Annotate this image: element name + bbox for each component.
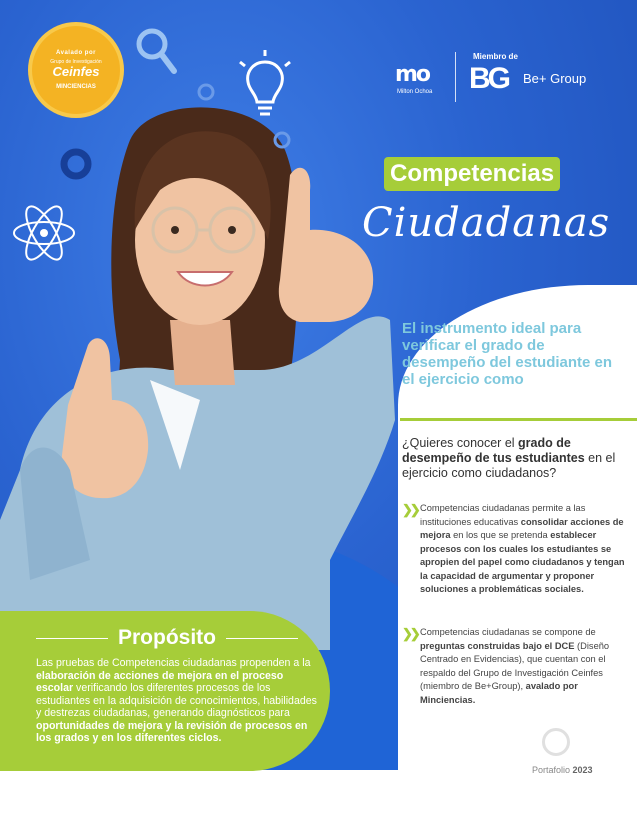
ring-icon <box>196 82 216 102</box>
ring-icon <box>542 728 570 756</box>
purpose-title-row <box>36 626 298 650</box>
badge-bottom-text: MINCIENCIAS <box>56 84 96 90</box>
bullet-part: en los que se pretenda <box>450 530 551 540</box>
purpose-bold: elaboración de acciones de mejora en el proceso escolar <box>36 669 284 694</box>
chevron-double-right-icon: ❯❯ <box>402 502 418 517</box>
purpose-part: verificando los diferentes procesos de los estudiantes en la adquisición de conocimientos, habilidades y destrezas ciudadanas, generando diagnósticos para <box>36 682 317 719</box>
footer-label <box>532 765 593 775</box>
purpose-part: Las pruebas de Competencias ciudadanas propenden a la <box>36 657 311 669</box>
question-post: en el ejercicio como ciudadanos? <box>402 451 616 480</box>
question-bold: grado de desempeño de tus estudiantes <box>402 436 585 465</box>
chevron-double-right-icon: ❯❯ <box>402 626 418 641</box>
question-pre: ¿Quieres conocer el <box>402 436 519 450</box>
atom-icon <box>8 200 80 266</box>
bullet-item <box>402 626 632 707</box>
footer-text: Portafolio <box>532 765 573 775</box>
bullet-bold: preguntas construidas bajo el DCE <box>420 640 575 651</box>
milton-ochoa-label: Milton Ochoa <box>397 89 433 95</box>
headline: El instrumento ideal para verificar el grado de desempeño del estudiante en el ejercicio como <box>402 320 613 388</box>
milton-ochoa-logo: mo <box>395 62 430 87</box>
badge-name-text: Ceinfes <box>52 64 100 79</box>
bullet-item <box>402 502 632 597</box>
footer-year: 2023 <box>572 765 593 775</box>
brand-logos <box>395 52 595 102</box>
search-icon <box>134 26 178 76</box>
purpose-line-right <box>226 638 298 639</box>
question-text <box>402 436 627 481</box>
title-competencias: Competencias <box>384 157 560 191</box>
ring-icon <box>58 146 94 182</box>
ring-icon <box>272 130 292 150</box>
title-ciudadanas: Ciudadanas <box>362 200 611 246</box>
purpose-bold: oportunidades de mejora y la revisión de procesos en los grados y en los diferentes ciclos. <box>36 719 308 744</box>
bullet-bold: establecer procesos con los cuales los estudiantes se apropien del papel como ciudadanos y tengan la capacidad de argumentar y proponer soluciones a problemáticas sociales. <box>420 530 625 594</box>
bullet-bold: consolidar acciones de mejora <box>420 516 624 540</box>
badge-top-text: Avalado por <box>56 50 96 56</box>
lightbulb-icon <box>234 48 296 120</box>
bullet-bold: avalado por Minciencias. <box>420 681 578 705</box>
bullet-text <box>420 502 632 597</box>
bullet-part: Competencias ciudadanas permite a las instituciones educativas <box>420 503 586 527</box>
bullet-part: Competencias ciudadanas se compone de <box>420 627 596 637</box>
purpose-title: Propósito <box>118 626 216 649</box>
bg-logo: BG <box>469 62 508 95</box>
headline-divider <box>400 418 637 421</box>
logo-divider <box>455 52 456 102</box>
badge-group-text: Grupo de Investigación <box>50 59 102 65</box>
miembro-label: Miembro de <box>473 52 518 61</box>
purpose-line-left <box>36 638 108 639</box>
bullet-part: (Diseño Centrado en Evidencias), que cuentan con el respaldo del Grupo de Investigación Ceinfes (miembro de Be+Group), <box>420 640 610 691</box>
bottom-white-band <box>0 770 637 814</box>
minciencias-badge <box>32 26 120 114</box>
bullet-text <box>420 626 632 707</box>
be-group-label: Be+ Group <box>523 71 587 86</box>
purpose-body <box>36 657 321 745</box>
